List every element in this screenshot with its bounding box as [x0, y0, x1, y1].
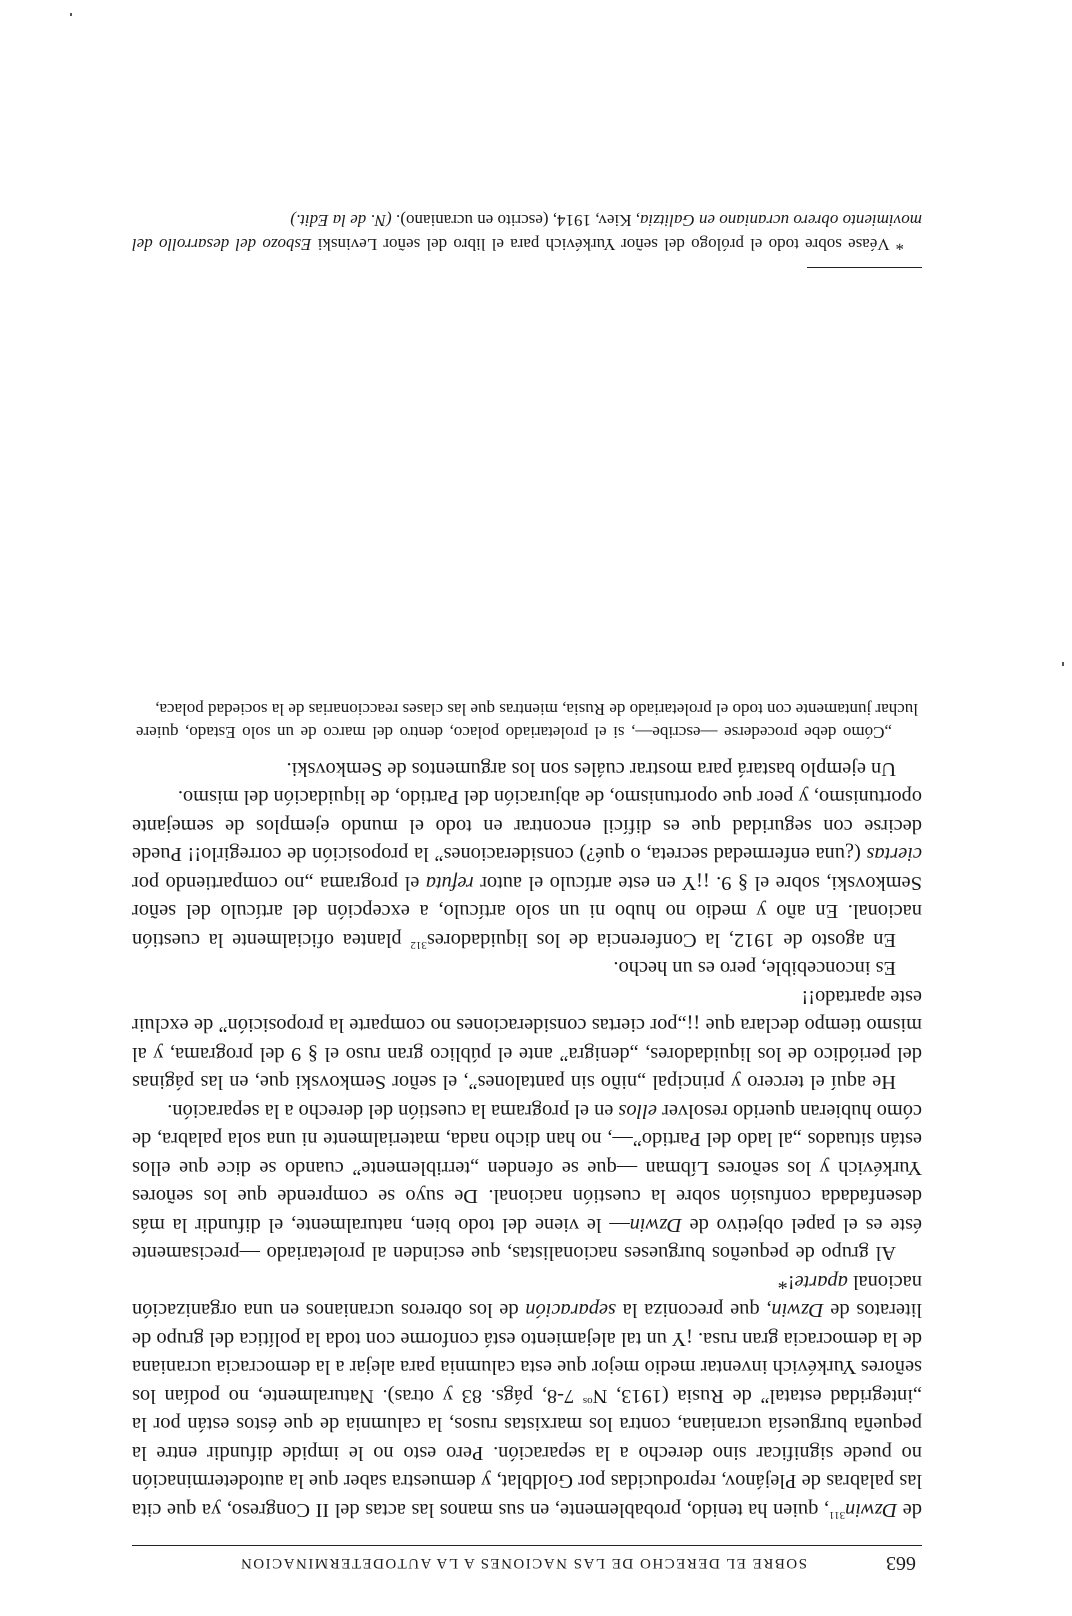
text-run: Es inconcebible, pero es un hecho. — [613, 957, 896, 980]
footnote — [132, 209, 922, 256]
text-run: de los obreros ucranianos en una organización nacional — [132, 1271, 922, 1322]
paragraph — [132, 1268, 922, 1525]
text-run: , Kiev, 1914, (escrito en ucraniano). — [391, 211, 640, 231]
block-quote — [136, 698, 918, 745]
scan-speck — [1062, 662, 1064, 666]
text-run: 7-8, págs. 83 y otras). Naturalmente, no podían los señores Yurkévich inventar medio mejor que esta calumnia para alejar a la democracia ucraniana de la democracia gran rusa. ¡Y un tal alejamiento está conforme con toda la política del grupo de literatos de — [132, 1299, 922, 1407]
text-run: Un ejemplo bastará para mostrar cuáles son los argumentos de Semkovski. — [286, 758, 896, 780]
body-text — [132, 698, 922, 1525]
text-run: 311 — [828, 1508, 846, 1521]
paragraph — [132, 755, 922, 784]
text-run: (¿una enfermedad secreta, o qué?) consideraciones” la proposición de corregirlo!! Puede decirse con seguridad que es difícil encontrar en todo el mundo ejemplos de semejante oportunismo, y peor que oportunismo, de abjuración del Partido, de liquidación del mismo. — [132, 786, 922, 866]
text-run: , quien ha tenido, probablemente, en sus manos las actas del II Congreso, ya que cita las palabras de Plejánov, reproducidas por Goldblat, y demuestra saber que la autodeterminación no puede significar sino derecho a la separación. Pero esto no le impide difundir entre la pequeña burguesía ucraniana, contra los marxistas rusos, la calumnia de que éstos están por la „integridad estatal” de Rusia (1913, N — [132, 1385, 922, 1521]
running-header — [132, 1545, 922, 1576]
page-number: 663 — [886, 1552, 916, 1574]
text-run: Esbozo del desarrollo del movimiento obrero ucraniano en Galitzia — [132, 211, 922, 254]
text-run: He aquí el tercero y principal „niño sin pantalones”, el señor Semkovski que, en las páginas del periódico de los liquidadores, „denigra” ante el público gran ruso el § 9 del programa, y al mismo tiempo declara que ¡¡„por ciertas consideraciones no comparte la proposición” de excluir este apartado!! — [132, 986, 922, 1094]
text-run: en el programa la cuestión del derecho a la separación. — [167, 1100, 619, 1122]
text-run: separación — [525, 1299, 616, 1322]
text-run: de — [897, 1499, 922, 1521]
text-run: Dzwin — [845, 1499, 898, 1521]
scan-speck — [70, 13, 72, 16]
text-run: plantea oficialmente la cuestión nacional. En año y medio no hubo ni un solo artículo, a excepción del artículo del señor Semkovski, sobre el § 9. ¡¡Y en este artículo el autor — [131, 872, 922, 951]
text-run: 312 — [410, 938, 427, 951]
footnote-separator — [807, 267, 922, 268]
paragraph — [132, 954, 922, 983]
text-run: Al grupo de pequeños burgueses nacionalistas, que escinden al proletariado —precisamente éste es el papel objetivo de — [132, 1214, 922, 1265]
text-run: Dzwin — [629, 1214, 682, 1236]
text-run: — le viene del todo bien, naturalmente, el difundir la más desenfadada confusión sobre la cuestión nacional. De suyo se comprende que los señores Yurkévich y los señores Líbman —que se ofenden „terriblemente” cuando se dice que ellos están situados „al lado del Partido”—, no han dicho nada, materialmente ni una sola palabra, de cómo hubieran querido resolver — [131, 1100, 922, 1236]
text-run: , que preconiza la — [615, 1299, 772, 1322]
text-run: el programa „no compartiendo por — [131, 872, 426, 894]
text-run: os — [582, 1394, 593, 1407]
paragraph — [132, 983, 922, 1097]
text-run: refuta — [425, 872, 474, 894]
text-run: ellos — [618, 1100, 657, 1122]
paragraph — [132, 1097, 922, 1268]
text-run: * Véase sobre todo el prólogo del señor Yurkévich para el libro del señor Levinski — [311, 235, 904, 254]
text-run: Dzwin — [771, 1299, 824, 1322]
footnote-text — [132, 209, 922, 256]
text-run: (N. de la Edit.) — [290, 211, 392, 231]
text-run: En agosto de 1912, la Conferencia de los liquidadores — [426, 929, 896, 951]
text-run: ciertas — [866, 843, 922, 866]
text-run: aparte — [794, 1271, 848, 1293]
paragraph — [132, 783, 922, 954]
text-run: !* — [777, 1271, 795, 1293]
running-title: SOBRE EL DERECHO DE LAS NACIONES A LA AUTODETERMINACION — [239, 1555, 807, 1571]
text-run: „Cómo debe procederse —escribe—, si el proletariado polaco, dentro del marco de un solo Estado, quiere luchar juntamente con todo el proletariado de Rusia, mientras que las clases reaccionarias de la sociedad polaca, — [136, 700, 918, 743]
